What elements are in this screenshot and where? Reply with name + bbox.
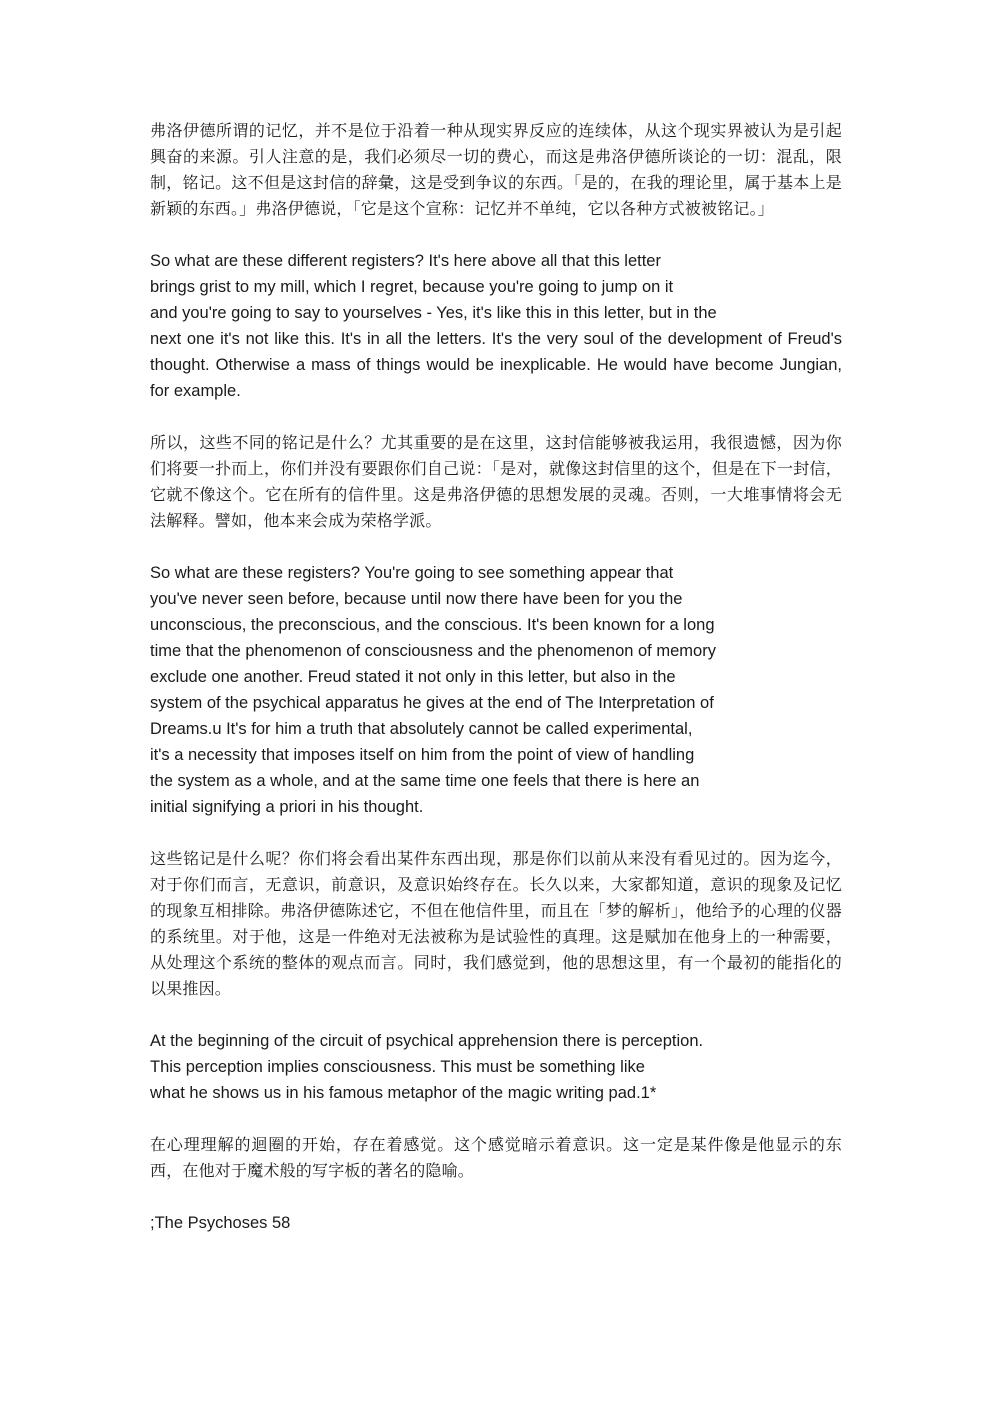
text-line: So what are these different registers? It's here above all that this letter xyxy=(150,252,661,270)
text-line: brings grist to my mill, which I regret, because you're going to jump on it xyxy=(150,278,674,296)
paragraph-english-1 xyxy=(150,248,842,404)
text-line: and you're going to say to yourselves - Yes, it's like this in this letter, but in the xyxy=(150,304,717,322)
paragraph-english-3 xyxy=(150,1028,842,1106)
paragraph-english-2 xyxy=(150,560,842,820)
text-line: unconscious, the preconscious, and the conscious. It's been known for a long xyxy=(150,616,715,634)
paragraph-chinese-2: 所以，这些不同的铭记是什么？尤其重要的是在这里，这封信能够被我运用，我很遗憾，因为你们将要一扑而上，你们并没有要跟你们自己说：「是对，就像这封信里的这个，但是在下一封信，它就不像这个。它在所有的信件里。这是弗洛伊德的思想发展的灵魂。否则，一大堆事情将会无法解释。譬如，他本来会成为荣格学派。 xyxy=(150,433,842,530)
text-line: what he shows us in his famous metaphor of the magic writing pad.1* xyxy=(150,1084,657,1102)
text-line: next one it's not like this. It's in all the letters. It's the very soul of the development of Freud's thought. Otherwise a mass of things would be inexplicable. He would have become Jungian, for example. xyxy=(150,330,842,400)
text-line: This perception implies consciousness. This must be something like xyxy=(150,1058,645,1076)
text-line: the system as a whole, and at the same time one feels that there is here an xyxy=(150,772,700,790)
text-line: it's a necessity that imposes itself on him from the point of view of handling xyxy=(150,746,695,764)
text-line: Dreams.u It's for him a truth that absolutely cannot be called experimental, xyxy=(150,720,693,738)
text-line: exclude one another. Freud stated it not only in this letter, but also in the xyxy=(150,668,676,686)
paragraph-chinese-3: 这些铭记是什么呢？你们将会看出某件东西出现，那是你们以前从来没有看见过的。因为迄今，对于你们而言，无意识，前意识，及意识始终存在。长久以来，大家都知道，意识的现象及记忆的现象互相排除。弗洛伊德陈述它，不但在他信件里，而且在「梦的解析」，他给予的心理的仪器的系统里。对于他，这是一件绝对无法被称为是试验性的真理。这是赋加在他身上的一种需要，从处理这个系统的整体的观点而言。同时，我们感觉到，他的思想这里，有一个最初的能指化的以果推因。 xyxy=(150,849,842,998)
paragraph-chinese-4: 在心理理解的迴圈的开始，存在着感觉。这个感觉暗示着意识。这一定是某件像是他显示的东西，在他对于魔术般的写字板的著名的隐喻。 xyxy=(150,1135,842,1180)
text-line: time that the phenomenon of consciousness and the phenomenon of memory xyxy=(150,642,716,660)
text-line: initial signifying a priori in his thought. xyxy=(150,798,424,816)
text-line: So what are these registers? You're going to see something appear that xyxy=(150,564,674,582)
paragraph-chinese-1: 弗洛伊德所谓的记忆，并不是位于沿着一种从现实界反应的连续体，从这个现实界被认为是引起興奋的来源。引人注意的是，我们必须尽一切的费心，而这是弗洛伊德所谈论的一切：混乱，限制，铭记。这不但是这封信的辞彙，这是受到争议的东西。「是的，在我的理论里，属于基本上是新颖的东西。」弗洛伊德说，「它是这个宣称：记忆并不单纯，它以各种方式被被铭记。」 xyxy=(150,121,842,218)
text-line: system of the psychical apparatus he gives at the end of The Interpretation of xyxy=(150,694,714,712)
document-page xyxy=(150,118,842,1236)
text-line: At the beginning of the circuit of psychical apprehension there is perception. xyxy=(150,1032,704,1050)
text-line: you've never seen before, because until now there have been for you the xyxy=(150,590,683,608)
page-footer: ;The Psychoses 58 xyxy=(150,1214,291,1232)
